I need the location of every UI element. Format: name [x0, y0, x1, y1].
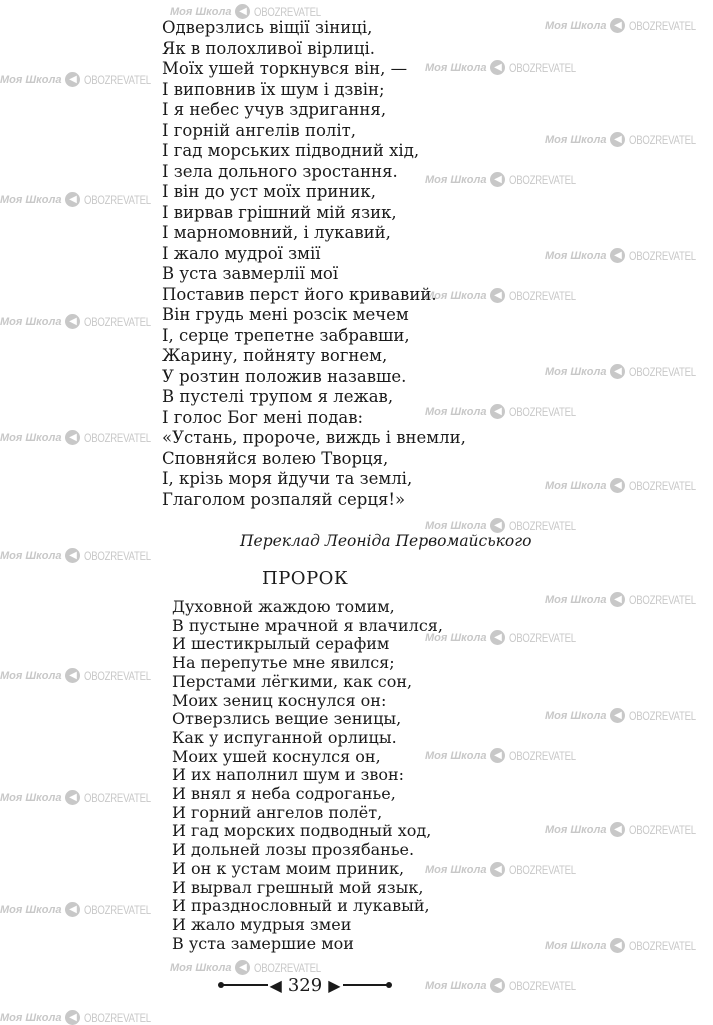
- poem-line: І горній ангелів політ,: [162, 120, 357, 140]
- watermark-brand-text: Моя Школа: [545, 479, 607, 492]
- watermark-logo-icon: ◀: [65, 902, 80, 917]
- poem-line: И внял я неба содроганье,: [172, 784, 396, 804]
- poem-line: И гад морских подводный ход,: [172, 821, 432, 841]
- watermark-brand-text: Моя Школа: [545, 365, 607, 378]
- watermark-logo-icon: ◀: [235, 960, 250, 975]
- watermark-logo-icon: ◀: [610, 18, 625, 33]
- watermark: [545, 708, 713, 723]
- poem-line: Моих зениц коснулся он:: [172, 690, 387, 710]
- watermark-logo-icon: ◀: [235, 4, 250, 19]
- watermark: [425, 978, 593, 993]
- watermark-brand-text: OBOZREVATEL: [509, 404, 577, 419]
- watermark-logo-icon: ◀: [490, 288, 505, 303]
- watermark: [170, 4, 338, 19]
- watermark-brand-text: Моя Школа: [0, 903, 62, 916]
- watermark: [425, 862, 593, 877]
- watermark-logo-icon: ◀: [610, 822, 625, 837]
- watermark: [0, 1010, 168, 1025]
- watermark: [0, 72, 168, 87]
- watermark-logo-icon: ◀: [610, 132, 625, 147]
- watermark-brand-text: Моя Школа: [545, 593, 607, 606]
- watermark-logo-icon: ◀: [610, 708, 625, 723]
- poem-line: Одверзлись віщії зіниці,: [162, 18, 373, 37]
- poem-line: «Устань, пророче, виждь і внемли,: [162, 428, 466, 447]
- watermark-brand-text: Моя Школа: [0, 1011, 62, 1024]
- watermark-brand-text: Моя Школа: [0, 193, 62, 206]
- poem-line: Моїх ушей торкнувся він, —: [162, 59, 408, 78]
- poem-title: ПРОРОК: [262, 568, 349, 589]
- poem-line: Він грудь мені розсік мечем: [162, 305, 409, 324]
- watermark-logo-icon: ◀: [610, 364, 625, 379]
- poem-line: Сповняйся волею Творця,: [162, 448, 389, 468]
- watermark-logo-icon: ◀: [490, 630, 505, 645]
- watermark-brand-text: Моя Школа: [0, 791, 62, 804]
- poem-line: І зела дольного зростання.: [162, 161, 398, 181]
- poem-line: І вирвав грішний мій язик,: [162, 202, 397, 222]
- watermark-brand-text: Моя Школа: [0, 315, 62, 328]
- watermark-brand-text: OBOZREVATEL: [84, 1010, 152, 1025]
- watermark: [0, 548, 168, 563]
- watermark-brand-text: OBOZREVATEL: [629, 364, 697, 379]
- watermark-brand-text: OBOZREVATEL: [84, 72, 152, 87]
- watermark-logo-icon: ◀: [65, 192, 80, 207]
- watermark-brand-text: Моя Школа: [0, 669, 62, 682]
- watermark-brand-text: OBOZREVATEL: [509, 748, 577, 763]
- poem-line: І, крізь моря йдучи та землі,: [162, 469, 413, 488]
- poem-line: Поставив перст його кривавий.: [162, 284, 437, 304]
- watermark-logo-icon: ◀: [490, 404, 505, 419]
- watermark-brand-text: OBOZREVATEL: [84, 790, 152, 805]
- poem-line: І марномовний, і лукавий,: [162, 223, 391, 242]
- watermark-logo-icon: ◀: [490, 748, 505, 763]
- watermark-brand-text: Моя Школа: [425, 519, 487, 532]
- translator-credit: Переклад Леоніда Первомайського: [240, 532, 532, 550]
- page-number-ornament: [220, 970, 390, 1000]
- poem-line: И жало мудрыя змеи: [172, 914, 352, 934]
- watermark: [545, 938, 713, 953]
- watermark-brand-text: Моя Школа: [425, 173, 487, 186]
- watermark-brand-text: Моя Школа: [545, 709, 607, 722]
- watermark-brand-text: OBOZREVATEL: [84, 192, 152, 207]
- arrow-right-icon: ▶: [328, 975, 341, 995]
- watermark-brand-text: OBOZREVATEL: [629, 708, 697, 723]
- poem-line: І жало мудрої змії: [162, 243, 321, 263]
- watermark-brand-text: Моя Школа: [425, 61, 487, 74]
- ukrainian-poem: [162, 18, 466, 510]
- watermark-brand-text: OBOZREVATEL: [254, 960, 322, 975]
- watermark-brand-text: Моя Школа: [545, 133, 607, 146]
- watermark-brand-text: Моя Школа: [170, 5, 232, 18]
- watermark-logo-icon: ◀: [65, 1010, 80, 1025]
- poem-line: В пустыне мрачной я влачился,: [172, 615, 443, 635]
- watermark-brand-text: Моя Школа: [425, 289, 487, 302]
- poem-line: Перстами лёгкими, как сон,: [172, 671, 413, 691]
- watermark: [545, 592, 713, 607]
- watermark-brand-text: OBOZREVATEL: [509, 630, 577, 645]
- page-number: 329: [287, 974, 323, 996]
- watermark: [545, 132, 713, 147]
- watermark-brand-text: Моя Школа: [545, 823, 607, 836]
- watermark-brand-text: OBOZREVATEL: [629, 938, 697, 953]
- poem-line: В пустелі трупом я лежав,: [162, 387, 394, 406]
- watermark-brand-text: OBOZREVATEL: [629, 248, 697, 263]
- watermark-brand-text: Моя Школа: [0, 431, 62, 444]
- ornament-line-right: [343, 984, 391, 986]
- watermark: [0, 192, 168, 207]
- arrow-left-icon: ◀: [269, 975, 282, 995]
- watermark: [545, 18, 713, 33]
- watermark-logo-icon: ◀: [65, 790, 80, 805]
- watermark-brand-text: OBOZREVATEL: [629, 132, 697, 147]
- watermark-logo-icon: ◀: [610, 478, 625, 493]
- poem-line: Глаголом розпаляй серця!»: [162, 489, 406, 509]
- watermark-logo-icon: ◀: [65, 314, 80, 329]
- watermark: [0, 902, 168, 917]
- watermark-logo-icon: ◀: [490, 862, 505, 877]
- watermark: [0, 314, 168, 329]
- watermark-brand-text: Моя Школа: [545, 19, 607, 32]
- watermark-logo-icon: ◀: [490, 978, 505, 993]
- watermark-brand-text: OBOZREVATEL: [629, 592, 697, 607]
- watermark: [0, 790, 168, 805]
- watermark-brand-text: OBOZREVATEL: [84, 314, 152, 329]
- watermark-brand-text: OBOZREVATEL: [84, 548, 152, 563]
- poem-line: И горний ангелов полёт,: [172, 802, 383, 822]
- watermark-brand-text: Моя Школа: [545, 939, 607, 952]
- watermark-brand-text: OBOZREVATEL: [629, 478, 697, 493]
- watermark: [545, 364, 713, 379]
- watermark-brand-text: Моя Школа: [545, 249, 607, 262]
- watermark: [425, 630, 593, 645]
- watermark-brand-text: OBOZREVATEL: [509, 288, 577, 303]
- watermark: [425, 748, 593, 763]
- poem-line: И шестикрылый серафим: [172, 634, 390, 654]
- watermark-brand-text: OBOZREVATEL: [509, 172, 577, 187]
- watermark-logo-icon: ◀: [65, 548, 80, 563]
- poem-line: На перепутье мне явился;: [172, 653, 395, 673]
- watermark-logo-icon: ◀: [490, 518, 505, 533]
- watermark-logo-icon: ◀: [65, 668, 80, 683]
- watermark-brand-text: Моя Школа: [425, 631, 487, 644]
- watermark: [0, 430, 168, 445]
- watermark-brand-text: OBOZREVATEL: [254, 4, 322, 19]
- watermark-brand-text: Моя Школа: [425, 863, 487, 876]
- watermark-logo-icon: ◀: [65, 430, 80, 445]
- watermark-brand-text: OBOZREVATEL: [509, 518, 577, 533]
- watermark-brand-text: Моя Школа: [425, 979, 487, 992]
- watermark-brand-text: OBOZREVATEL: [84, 902, 152, 917]
- poem-line: И празднословный и лукавый,: [172, 896, 430, 916]
- watermark-logo-icon: ◀: [490, 60, 505, 75]
- poem-line: Як в полохливої вірлиці.: [162, 38, 376, 58]
- watermark-brand-text: OBOZREVATEL: [629, 822, 697, 837]
- poem-line: І він до уст моїх приник,: [162, 182, 376, 201]
- watermark-brand-text: Моя Школа: [0, 549, 62, 562]
- poem-line: Духовной жаждою томим,: [172, 597, 395, 616]
- watermark: [545, 248, 713, 263]
- watermark-logo-icon: ◀: [610, 938, 625, 953]
- poem-line: І голос Бог мені подав:: [162, 407, 364, 427]
- watermark-logo-icon: ◀: [610, 248, 625, 263]
- watermark: [425, 518, 593, 533]
- poem-line: І гад морських підводний хід,: [162, 141, 420, 160]
- watermark-brand-text: OBOZREVATEL: [509, 862, 577, 877]
- poem-line: В уста замершие мои: [172, 933, 354, 953]
- russian-poem: [172, 598, 443, 953]
- poem-line: Жарину, пойняту вогнем,: [162, 346, 388, 365]
- watermark-brand-text: Моя Школа: [425, 749, 487, 762]
- watermark-logo-icon: ◀: [65, 72, 80, 87]
- watermark-brand-text: Моя Школа: [425, 405, 487, 418]
- poem-line: Как у испуганной орлицы.: [172, 727, 397, 747]
- poem-line: И он к устам моим приник,: [172, 858, 405, 878]
- watermark: [545, 822, 713, 837]
- poem-line: І виповнив їх шум і дзвін;: [162, 79, 385, 99]
- poem-line: І, серце трепетне забравши,: [162, 325, 410, 345]
- poem-line: Отверзлись вещие зеницы,: [172, 709, 402, 729]
- watermark-brand-text: Моя Школа: [0, 73, 62, 86]
- watermark-brand-text: OBOZREVATEL: [84, 430, 152, 445]
- poem-line: І я небес учув здригання,: [162, 100, 387, 119]
- watermark-logo-icon: ◀: [610, 592, 625, 607]
- watermark-brand-text: OBOZREVATEL: [509, 978, 577, 993]
- poem-line: У розтин положив назавше.: [162, 366, 407, 386]
- poem-line: И вырвал грешный мой язык,: [172, 877, 424, 897]
- watermark: [0, 668, 168, 683]
- poem-line: В уста завмерлії мої: [162, 264, 339, 283]
- watermark-brand-text: OBOZREVATEL: [509, 60, 577, 75]
- watermark-logo-icon: ◀: [490, 172, 505, 187]
- ornament-line-left: [220, 984, 268, 986]
- watermark: [545, 478, 713, 493]
- poem-line: И их наполнил шум и звон:: [172, 765, 405, 785]
- poem-line: Моих ушей коснулся он,: [172, 746, 381, 766]
- watermark-brand-text: OBOZREVATEL: [84, 668, 152, 683]
- watermark-brand-text: Моя Школа: [170, 961, 232, 974]
- watermark-brand-text: OBOZREVATEL: [629, 18, 697, 33]
- poem-line: И дольней лозы прозябанье.: [172, 840, 415, 860]
